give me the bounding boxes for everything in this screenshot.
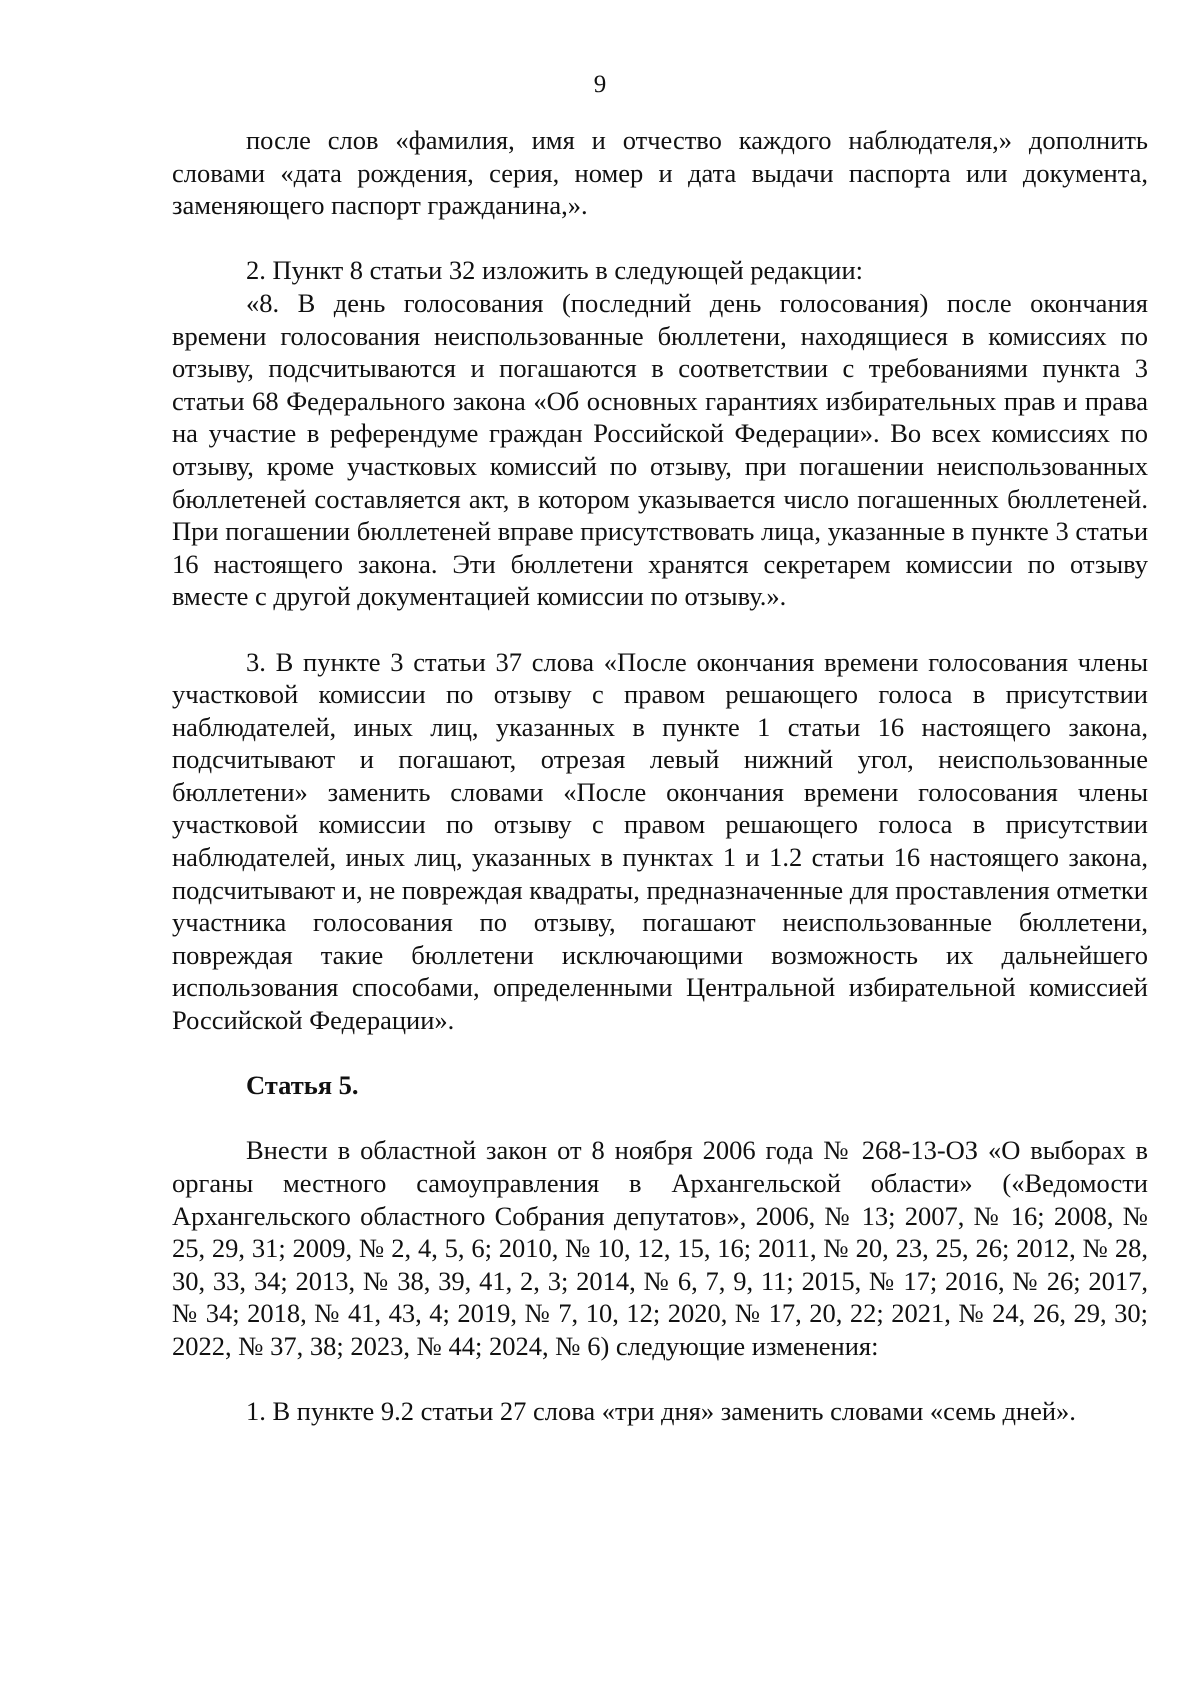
paragraph-item-3: 3. В пункте 3 статьи 37 слова «После окончания времени голосования члены участковой комиссии по отзыву с правом решающего голоса в присутствии наблюдателей, иных лиц, указанных в пункте 1 статьи 16 настоящего закона, подсчитывают и погашают, отрезая левый нижний угол, неиспользованные бюллетени» заменить словами «После окончания времени голосования члены участковой комиссии по отзыву с правом решающего голоса в присутствии наблюдателей, иных лиц, указанных в пунктах 1 и 1.2 статьи 16 настоящего закона, подсчитывают и, не повреждая квадраты, предназначенные для проставления отметки участника голосования по отзыву, погашают неиспользованные бюллетени, повреждая такие бюллетени исключающими возможность их дальнейшего использования способами, определенными Центральной избирательной комиссией Российской Федерации».	[172, 646, 1148, 1036]
paragraph-item-2-heading: 2. Пункт 8 статьи 32 изложить в следующей редакции:	[246, 255, 863, 286]
paragraph-item-2-text: «8. В день голосования (последний день голосования) после окончания времени голосования неиспользованные бюллетени, находящиеся в комиссиях по отзыву, подсчитываются и погашаются в соответствии с требованиями пункта 3 статьи 68 Федерального закона «Об основных гарантиях избирательных прав и права на участие в референдуме граждан Российской Федерации». Во всех комиссиях по отзыву, кроме участковых комиссий по отзыву, при погашении неиспользованных бюллетеней составляется акт, в котором указывается число погашенных бюллетеней. При погашении бюллетеней вправе присутствовать лица, указанные в пункте 3 статьи 16 настоящего закона. Эти бюллетени хранятся секретарем комиссии по отзыву вместе с другой документацией комиссии по отзыву.».	[172, 287, 1148, 612]
paragraph-article-5-item-1: 1. В пункте 9.2 статьи 27 слова «три дня» заменить словами «семь дней».	[246, 1396, 1076, 1427]
article-heading: Статья 5.	[246, 1070, 359, 1101]
paragraph-continuation: после слов «фамилия, имя и отчество каждого наблюдателя,» дополнить словами «дата рождения, серия, номер и дата выдачи паспорта или документа, заменяющего паспорт гражданина,».	[172, 125, 1148, 221]
document-body	[172, 124, 1148, 1428]
paragraph-article-5-intro: Внести в областной закон от 8 ноября 2006 года № 268-13-ОЗ «О выборах в органы местного самоуправления в Архангельской области» («Ведомости Архангельского областного Собрания депутатов», 2006, № 13; 2007, № 16; 2008, № 25, 29, 31; 2009, № 2, 4, 5, 6; 2010, № 10, 12, 15, 16; 2011, № 20, 23, 25, 26; 2012, № 28, 30, 33, 34; 2013, № 38, 39, 41, 2, 3; 2014, № 6, 7, 9, 11; 2015, № 17; 2016, № 26; 2017, № 34; 2018, № 41, 43, 4; 2019, № 7, 10, 12; 2020, № 17, 20, 22; 2021, № 24, 26, 29, 30; 2022, № 37, 38; 2023, № 44; 2024, № 6) следующие изменения:	[172, 1135, 1148, 1361]
page-number: 9	[593, 71, 607, 98]
